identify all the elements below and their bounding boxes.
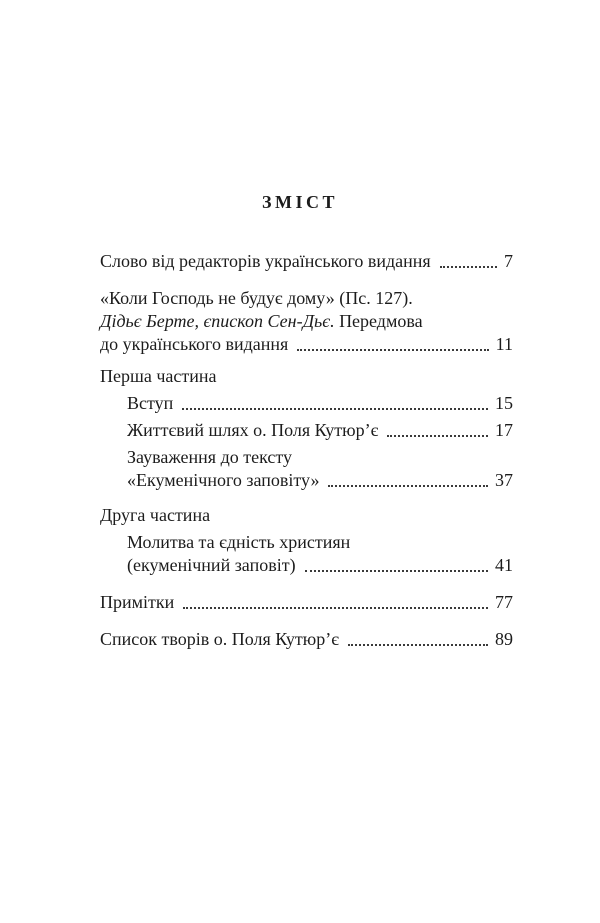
toc-entry (100, 446, 513, 492)
page-number: 89 (495, 629, 513, 649)
toc-entry-line: «Коли Господь не будує дому» (Пс. 127). (100, 288, 413, 308)
page-title: ЗМІСТ (262, 192, 338, 212)
toc-entry-label: Друга частина (100, 505, 211, 525)
toc-entry (100, 419, 513, 442)
toc-entry (100, 591, 513, 614)
toc-entry-label: «Екуменічного заповіту» (127, 470, 320, 490)
dot-leader (297, 349, 488, 351)
toc-entry (100, 250, 513, 273)
toc-entry-line (100, 310, 513, 333)
toc-entry (100, 287, 513, 356)
toc-entry-label: Примітки (100, 592, 175, 612)
dot-leader (182, 408, 488, 410)
toc-entry-label: Вступ (127, 393, 174, 413)
toc-entry (100, 392, 513, 415)
toc-entry-label: до українського видання (100, 334, 289, 354)
dot-leader (328, 485, 488, 487)
page-number: 41 (495, 555, 513, 575)
page-number: 17 (495, 420, 513, 440)
toc-entry-label: (екуменічний заповіт) (127, 555, 296, 575)
page-number: 11 (495, 334, 513, 354)
dot-leader (183, 607, 488, 609)
toc-entry-label: Список творів о. Поля Кутюр’є (100, 629, 339, 649)
page-number: 37 (495, 470, 513, 490)
page-number: 7 (504, 251, 513, 271)
dot-leader (305, 570, 488, 572)
toc-entry (100, 628, 513, 651)
toc-entry-label: Слово від редакторів українського видання (100, 251, 431, 271)
dot-leader (440, 266, 497, 268)
toc-entry-line: Молитва та єдність християн (127, 532, 351, 552)
toc-entry-line: Зауваження до тексту (127, 447, 293, 467)
page-number: 15 (495, 393, 513, 413)
toc-entry-author: Дідьє Берте, єпископ Сен-Дьє. (100, 311, 335, 331)
toc-entry-label: Життєвий шлях о. Поля Кутюр’є (127, 420, 379, 440)
toc-entry (100, 531, 513, 577)
toc-entry-label: Перша частина (100, 366, 217, 386)
dot-leader (348, 644, 488, 646)
table-of-contents (100, 250, 513, 651)
page-number: 77 (495, 592, 513, 612)
toc-part-heading (100, 504, 513, 527)
toc-part-heading (100, 365, 513, 388)
dot-leader (387, 435, 488, 437)
toc-entry-line-rest: Передмова (334, 311, 423, 331)
